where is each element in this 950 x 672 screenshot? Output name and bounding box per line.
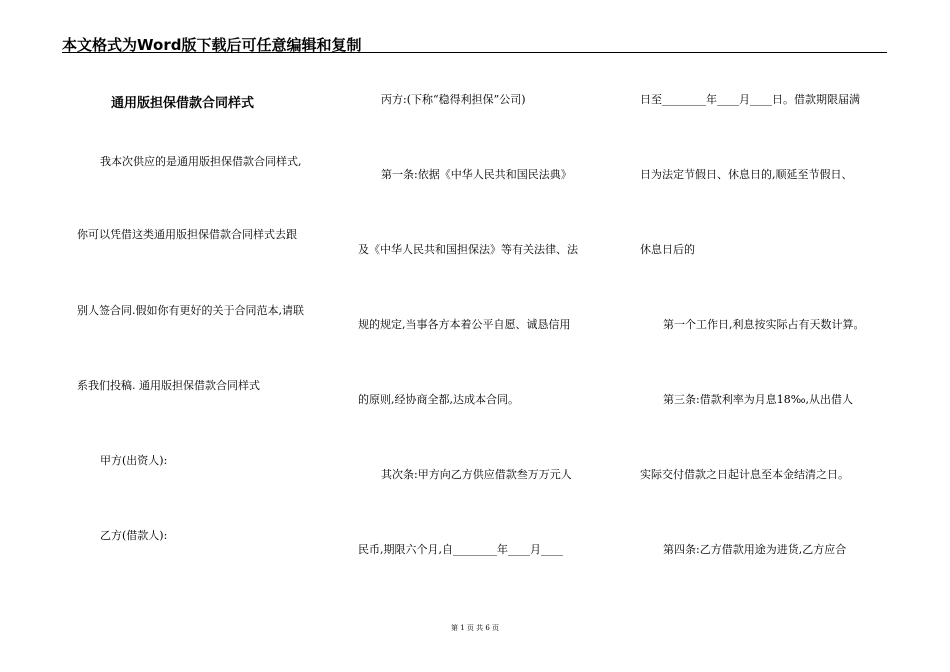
col1-line-3: 别人签合同.假如你有更好的关于合同范本,请联 — [77, 304, 304, 317]
col2-line-6: 其次条:甲方向乙方供应借款叁万万元人 — [381, 468, 572, 481]
col2-line-3: 及《中华人民共和国担保法》等有关法律、法 — [358, 243, 578, 256]
col1-line-4: 系我们投稿. 通用版担保借款合同样式 — [77, 379, 260, 392]
document-title: 通用版担保借款合同样式 — [111, 96, 255, 111]
col1-line-2: 你可以凭借这类通用版担保借款合同样式去跟 — [77, 228, 297, 241]
col2-line-7: 民币,期限六个月,自________年____月____ — [358, 543, 563, 556]
col1-line-1: 我本次供应的是通用版担保借款合同样式, — [100, 155, 302, 168]
col3-line-1: 日至________年____月____日。借款期限届满 — [640, 93, 860, 106]
col2-line-4: 规的规定,当事各方本着公平自愿、诚恳信用 — [358, 318, 571, 331]
col3-line-3: 休息日后的 — [640, 243, 695, 256]
col3-line-5: 第三条:借款利率为月息18‰,从出借人 — [663, 393, 853, 406]
col2-line-2: 第一条:依据《中华人民共和国民法典》 — [381, 168, 572, 181]
col3-line-7: 第四条:乙方借款用途为进货,乙方应合 — [663, 543, 847, 556]
col2-line-1: 丙方:(下称“稳得利担保”公司) — [381, 93, 526, 106]
col1-line-6: 乙方(借款人): — [100, 529, 168, 542]
page-header-title: 本文格式为Word版下载后可任意编辑和复制 — [62, 36, 362, 54]
page-footer: 第 1 页 共 6 页 — [450, 624, 500, 632]
col2-line-5: 的原则,经协商全都,达成本合同。 — [358, 393, 519, 406]
col1-line-5: 甲方(出资人): — [100, 454, 168, 467]
col3-line-2: 日为法定节假日、休息日的,顺延至节假日、 — [640, 168, 853, 181]
col3-line-6: 实际交付借款之日起计息至本金结清之日。 — [640, 468, 849, 481]
col3-line-4: 第一个工作日,利息按实际占有天数计算。 — [663, 318, 865, 331]
header-divider — [62, 52, 887, 53]
